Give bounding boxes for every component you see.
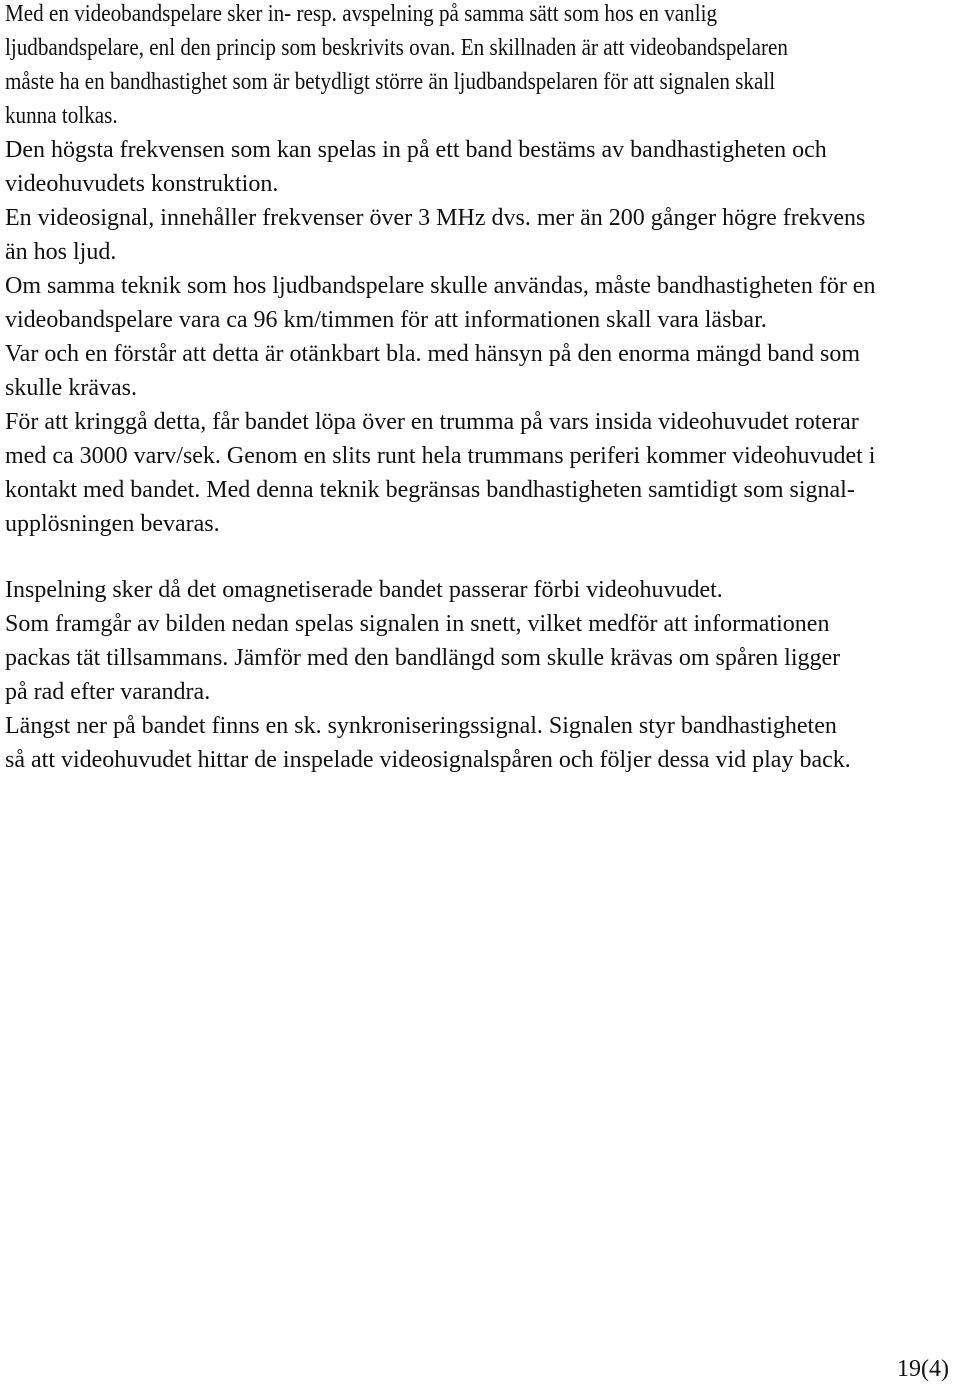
text-line-8: än hos ljud. [5, 239, 117, 265]
text-line-10: videobandspelare vara ca 96 km/timmen för att informationen skall vara läsbar. [5, 307, 767, 333]
text-line-11: Var och en förstår att detta är otänkbart bla. med hänsyn på den enorma mängd band som [5, 341, 861, 367]
text-line-12: skulle krävas. [5, 375, 137, 401]
text-line-7: En videosignal, innehåller frekvenser över 3 MHz dvs. mer än 200 gånger högre frekvens [5, 205, 866, 231]
text-line-19: packas tät tillsammans. Jämför med den bandlängd som skulle krävas om spåren ligger [5, 645, 841, 671]
text-line-5: Den högsta frekvensen som kan spelas in på ett band bestäms av bandhastigheten och [5, 137, 827, 163]
text-line-22: så att videohuvudet hittar de inspelade videosignalspåren och följer dessa vid play back. [5, 747, 851, 773]
text-line-3: måste ha en bandhastighet som är betydligt större än ljudbandspelaren för att signalen skall [5, 69, 776, 95]
text-line-9: Om samma teknik som hos ljudbandspelare skulle användas, måste bandhastigheten för en [5, 273, 876, 299]
text-line-15: kontakt med bandet. Med denna teknik begränsas bandhastigheten samtidigt som signal- [5, 477, 855, 503]
text-line-13: För att kringgå detta, får bandet löpa över en trumma på vars insida videohuvudet roterar [5, 409, 859, 435]
page-number: 19(4) [897, 1356, 949, 1382]
text-line-18: Som framgår av bilden nedan spelas signalen in snett, vilket medför att informationen [5, 611, 830, 637]
text-line-4: kunna tolkas. [5, 103, 118, 129]
text-line-1: Med en videobandspelare sker in- resp. avspelning på samma sätt som hos en vanlig [5, 1, 718, 27]
text-line-16: upplösningen bevaras. [5, 511, 220, 537]
text-line-6: videohuvudets konstruktion. [5, 171, 279, 197]
text-line-17: Inspelning sker då det omagnetiserade bandet passerar förbi videohuvudet. [5, 577, 723, 603]
text-line-14: med ca 3000 varv/sek. Genom en slits runt hela trummans periferi kommer videohuvudet i [5, 443, 876, 469]
text-line-2: ljudbandspelare, enl den princip som beskrivits ovan. En skillnaden är att videobandspelaren [5, 35, 788, 61]
text-line-21: Längst ner på bandet finns en sk. synkroniseringssignal. Signalen styr bandhastigheten [5, 713, 837, 739]
text-line-20: på rad efter varandra. [5, 679, 211, 705]
